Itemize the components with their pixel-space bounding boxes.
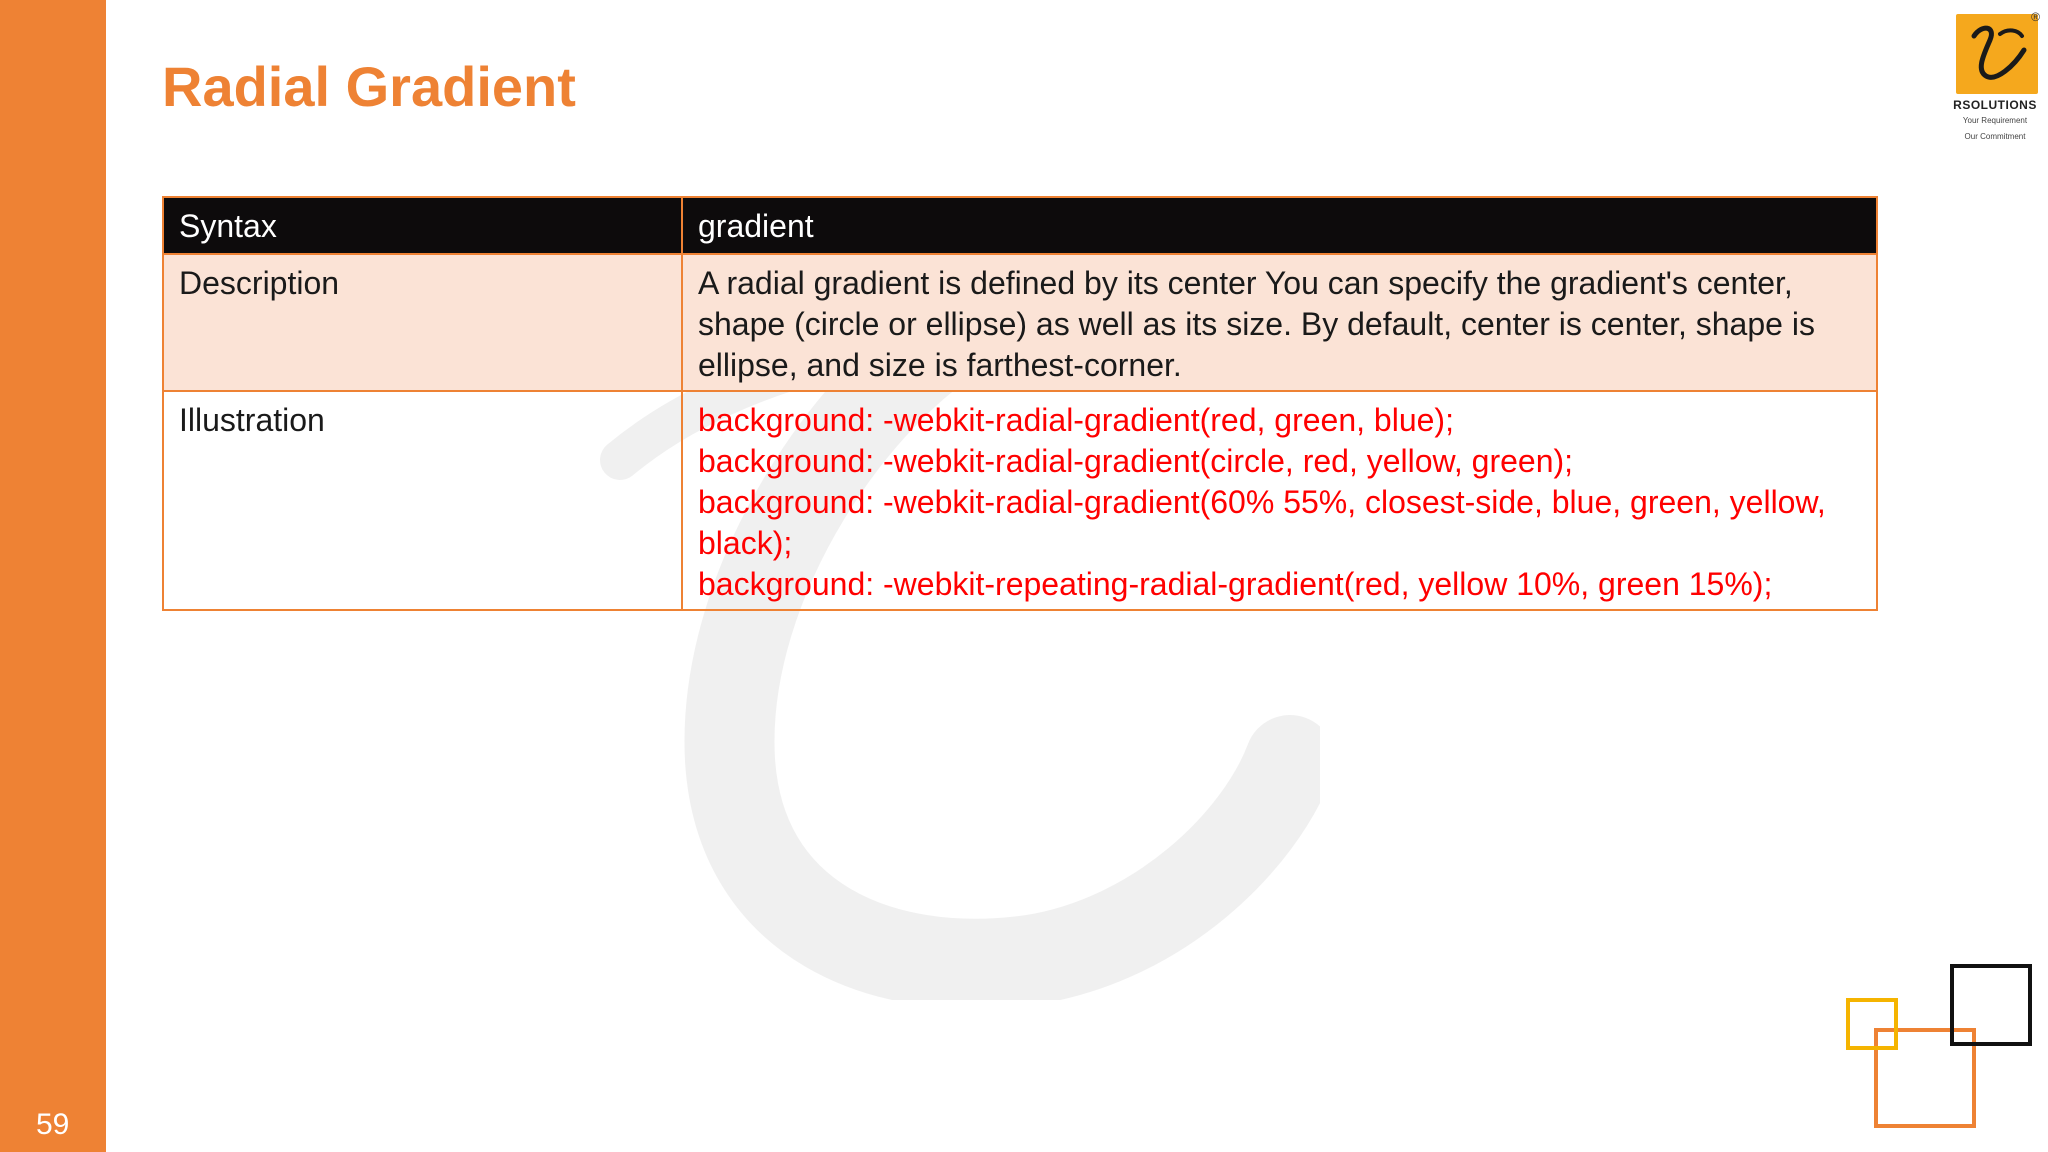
decor-square-yellow bbox=[1846, 998, 1898, 1050]
registered-mark: ® bbox=[2031, 10, 2040, 24]
description-text: A radial gradient is defined by its center You can specify the gradient's center, shape (circle or ellipse) as well as its size. By default, center is center, shape is ellipse, and size is farthest-corner. bbox=[682, 254, 1877, 391]
code-line: background: -webkit-repeating-radial-gradient(red, yellow 10%, green 15%); bbox=[698, 566, 1773, 602]
slide-title: Radial Gradient bbox=[162, 55, 576, 118]
header-cell-gradient: gradient bbox=[682, 197, 1877, 254]
left-accent-bar bbox=[0, 0, 106, 1152]
logo-badge bbox=[1956, 14, 2038, 94]
script-r-icon bbox=[1956, 14, 2038, 94]
page-number: 59 bbox=[36, 1108, 70, 1141]
gradient-info-table bbox=[162, 196, 1878, 611]
code-line: background: -webkit-radial-gradient(60% 55%, closest-side, blue, green, yellow, black); bbox=[698, 484, 1826, 561]
table-header-row bbox=[163, 197, 1877, 254]
logo-tagline-1: Your Requirement bbox=[1962, 116, 2028, 125]
code-line: background: -webkit-radial-gradient(red, green, blue); bbox=[698, 402, 1454, 438]
logo-tagline-2: Our Commitment bbox=[1964, 132, 2026, 141]
illustration-label: Illustration bbox=[163, 391, 682, 610]
description-label: Description bbox=[163, 254, 682, 391]
table-row-illustration bbox=[163, 391, 1877, 610]
code-line: background: -webkit-radial-gradient(circle, red, yellow, green); bbox=[698, 443, 1574, 479]
illustration-code-cell bbox=[682, 391, 1877, 610]
company-logo bbox=[1948, 10, 2040, 150]
logo-brand-text: RSOLUTIONS bbox=[1953, 98, 2037, 112]
header-cell-syntax: Syntax bbox=[163, 197, 682, 254]
decor-square-black bbox=[1950, 964, 2032, 1046]
table-row-description bbox=[163, 254, 1877, 391]
